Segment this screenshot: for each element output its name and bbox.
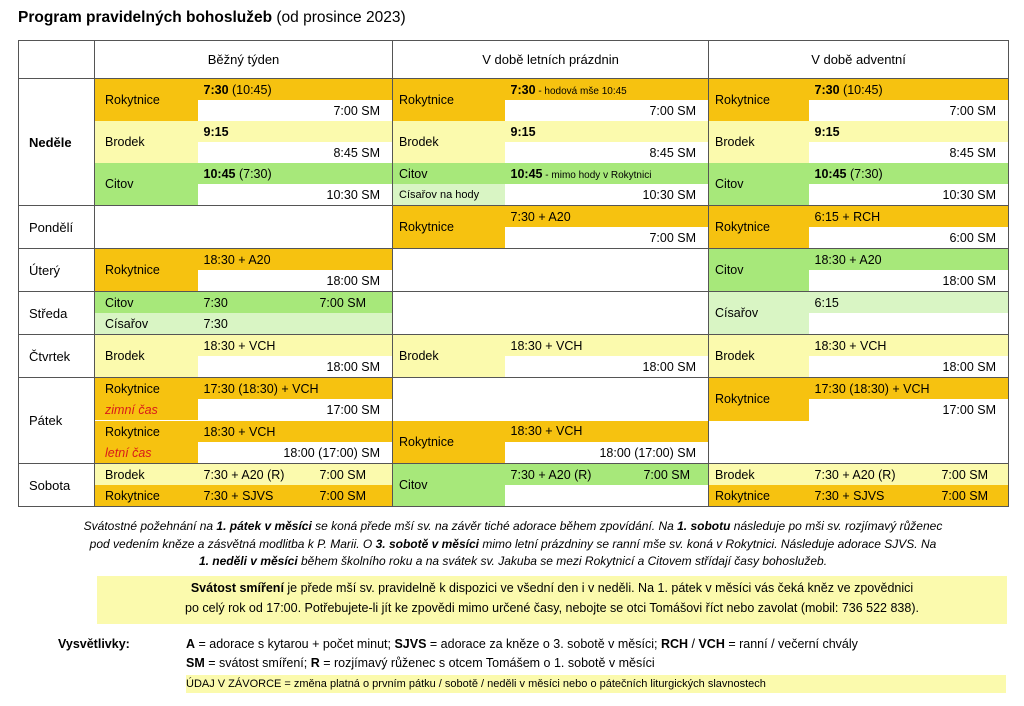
place-label: Rokytnice <box>709 79 809 122</box>
place-label: Rokytnice <box>95 249 198 292</box>
time-cell: 18:30 + VCH <box>505 421 709 443</box>
time-cell: 9:15 <box>198 121 393 142</box>
time-cell: 9:15 <box>809 121 1009 142</box>
place-label: Císařov <box>95 313 198 335</box>
place-label: Citov <box>393 464 505 507</box>
time-cell: 7:30 + SJVS 7:00 SM <box>809 485 1009 507</box>
confession-time: 8:45 SM <box>809 142 1009 163</box>
confession-time: 8:45 SM <box>505 142 709 163</box>
page-title: Program pravidelných bohoslužeb (od prosince 2023) <box>18 9 406 26</box>
legend-line-3: ÚDAJ V ZÁVORCE = změna platná o prvním pátku / sobotě / neděli v měsíci nebo o pátečních liturgických slavnostech <box>186 675 1006 693</box>
time-cell: 17:30 (18:30) + VCH <box>809 378 1009 400</box>
day-friday: Pátek <box>19 378 95 464</box>
time-cell: 7:30 + A20 (R) 7:00 SM <box>505 464 709 486</box>
confession-time: 6:00 SM <box>809 227 1009 249</box>
day-sunday: Neděle <box>19 79 95 206</box>
time-cell: 18:30 + VCH <box>198 421 393 443</box>
legend-label: Vysvětlivky: <box>58 637 130 651</box>
legend-line-1: A = adorace s kytarou + počet minut; SJVS = adorace za kněze o 3. sobotě v měsíci; RCH / VCH = ranní / večerní chvály <box>186 637 858 651</box>
time-cell: 10:45 (7:30) <box>198 163 393 184</box>
place-label: Citov <box>709 163 809 206</box>
day-monday: Pondělí <box>19 206 95 249</box>
confession-time: 17:00 SM <box>198 399 393 421</box>
confession-time: 10:30 SM <box>505 184 709 206</box>
place-label: Rokytnice <box>95 378 198 400</box>
day-saturday: Sobota <box>19 464 95 507</box>
time-cell: 18:30 + VCH <box>809 335 1009 357</box>
time-cell: 7:30 (10:45) <box>198 79 393 101</box>
summer-time-label: letní čas <box>95 442 198 464</box>
confession-box: Svátost smíření je přede mší sv. pravidelně k dispozici ve všední den i v neděli. Na 1. pátek v měsíci vás čeká kněz ve zpovědnici po celý rok od 17:00. Potřebujete-li jít ke zpovědi mimo určené časy, nebojte se otci Tomášovi říct nebo zavolat (mobil: 736 522 838). <box>97 576 1007 624</box>
schedule-table <box>18 40 1009 507</box>
header-advent: V době adventní <box>709 41 1009 79</box>
time-cell: 9:15 <box>505 121 709 142</box>
place-label: Císařov na hody <box>393 184 505 206</box>
place-label: Brodek <box>95 121 198 163</box>
place-label: Brodek <box>709 464 809 486</box>
place-label: Brodek <box>709 335 809 378</box>
place-label: Rokytnice <box>393 79 505 122</box>
place-label: Rokytnice <box>95 421 198 443</box>
day-wednesday: Středa <box>19 292 95 335</box>
day-thursday: Čtvrtek <box>19 335 95 378</box>
confession-time: 18:00 SM <box>505 356 709 378</box>
place-label: Rokytnice <box>709 485 809 507</box>
confession-time: 10:30 SM <box>809 184 1009 206</box>
time-cell: 18:30 + VCH <box>505 335 709 357</box>
confession-time: 7:00 SM <box>505 100 709 121</box>
place-label: Rokytnice <box>393 421 505 464</box>
time-cell: 10:45 (7:30) <box>809 163 1009 184</box>
place-label: Brodek <box>393 335 505 378</box>
confession-time: 7:00 SM <box>505 227 709 249</box>
confession-time: 18:00 SM <box>809 356 1009 378</box>
time-cell: 7:30 + SJVS 7:00 SM <box>198 485 393 507</box>
place-label: Rokytnice <box>393 206 505 249</box>
time-cell: 17:30 (18:30) + VCH <box>198 378 393 400</box>
place-label: Rokytnice <box>709 206 809 249</box>
confession-time: 10:30 SM <box>198 184 393 206</box>
time-cell: 18:30 + A20 <box>809 249 1009 271</box>
confession-time: 17:00 SM <box>809 399 1009 421</box>
confession-time: 7:00 SM <box>809 100 1009 121</box>
confession-time: 8:45 SM <box>198 142 393 163</box>
time-cell: 7:30 + A20 (R) 7:00 SM <box>809 464 1009 486</box>
header-summer: V době letních prázdnin <box>393 41 709 79</box>
header-regular-week: Běžný týden <box>95 41 393 79</box>
day-tuesday: Úterý <box>19 249 95 292</box>
time-cell: 6:15 + RCH <box>809 206 1009 228</box>
time-cell: 18:30 + A20 <box>198 249 393 271</box>
place-label: Citov <box>95 163 198 206</box>
confession-time: 18:00 (17:00) SM <box>505 442 709 464</box>
place-label: Brodek <box>393 121 505 163</box>
confession-time: 18:00 (17:00) SM <box>198 442 393 464</box>
time-cell: 7:30 7:00 SM <box>198 292 393 314</box>
winter-time-label: zimní čas <box>95 399 198 421</box>
place-label: Citov <box>95 292 198 314</box>
place-label: Brodek <box>95 335 198 378</box>
time-cell: 7:30 <box>198 313 393 335</box>
confession-time: 7:00 SM <box>198 100 393 121</box>
time-cell: 18:30 + VCH <box>198 335 393 357</box>
place-label: Brodek <box>709 121 809 163</box>
place-label: Císařov <box>709 292 809 335</box>
place-label: Citov <box>709 249 809 292</box>
place-label: Rokytnice <box>709 378 809 421</box>
time-cell: 7:30 + A20 (R) 7:00 SM <box>198 464 393 486</box>
time-cell: 6:15 <box>809 292 1009 314</box>
time-cell: 7:30 (10:45) <box>809 79 1009 101</box>
place-label: Brodek <box>95 464 198 486</box>
place-label: Citov <box>393 163 505 184</box>
time-cell: 7:30 + A20 <box>505 206 709 228</box>
legend-line-2: SM = svátost smíření; R = rozjímavý růženec s otcem Tomášem o 1. sobotě v měsíci <box>186 656 655 670</box>
confession-time: 18:00 SM <box>198 270 393 292</box>
notes-paragraph: Svátostné požehnání na 1. pátek v měsíci se koná přede mší sv. na závěr tiché adorace během zpovídání. Na 1. sobotu následuje po mši sv. rozjímavý růženec pod vedením kněze a zásvětná modlitba k P. Marii. O 3. sobotě v měsíci mimo letní prázdniny se ranní mše sv. koná v Rokytnici. Následuje adorace SJVS. Na 1. neděli v měsíci během školního roku a na svátek sv. Jakuba se mezi Rokytnicí a Citovem střídají časy bohoslužeb. <box>83 519 943 568</box>
header-row <box>19 41 1009 79</box>
time-cell: 7:30 - hodová mše 10:45 <box>505 79 709 101</box>
confession-time: 18:00 SM <box>809 270 1009 292</box>
confession-time: 18:00 SM <box>198 356 393 378</box>
place-label: Rokytnice <box>95 79 198 122</box>
time-cell: 10:45 - mimo hody v Rokytnici <box>505 163 709 184</box>
place-label: Rokytnice <box>95 485 198 507</box>
